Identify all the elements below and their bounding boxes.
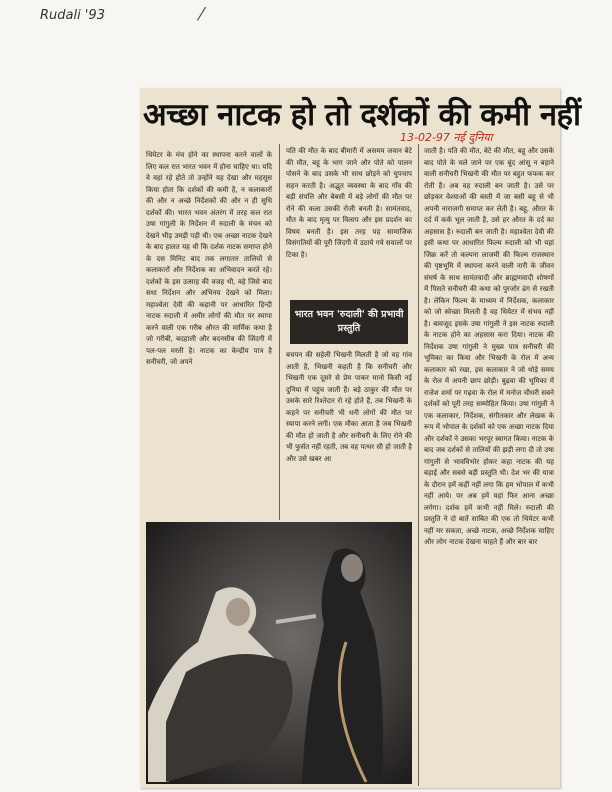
article-text: पति की मौत के बाद बीमारी में असमय जवान बेटे की मौत, बहू के भाग जाने और पोते को पालन पोसने के बाद उसके भी साथ छोड़ने को चुपचाप सहन करती है। अद्भुत व्यवस्था के बाद गाँव की बड़ी संपत्ति और बेबसी में बड़े लोगों की मौत पर रोने की कला उसकी रोजी बनती है। सामंतवाद, मौत के बाद मृत्यु पर विलाप और इस प्रदर्शन का विषय बनती है। इस तरह यह सामाजिक विसंगतियों की पूरी जिंदगी में उठाये गये सवालों पर टिका है। [286, 147, 412, 259]
column-rule [279, 144, 280, 520]
article-text: जाती है। पति की मौत, बेटे की मौत, बहू और उसके बाद पोते के चले जाने पर एक बूंद आंसू न बहाने वाली सनीचरी भिखनी की मौत पर बहुत फफक कर रोती है। अब वह रुदाली बन जाती है। उसे पर छोड़कर वेश्याओं की बस्ती में जा बसी बहू से भी अपनी नाराजगी समाप्त कर लेती है। बहू, औरत के दर्द में कर्क भूल जाती है, उसे हर औरत के दर्द का अहसास है। रुदाली बन जाती है। महाश्वेता देवी की इसी कथा पर आधारित फिल्म रुदाली को भी यहां जिक्र करें तो कल्पना लाजमी की फिल्म राजस्थान की पृष्ठभूमि में स्थापना करने वाली नारी के जीवन संघर्ष के साथ सामंतवादी और ब्राह्मणवादी शोषणों में पिसते सनीचरी की कथा को पुरजोर ढंग से रखती है। लेकिन फिल्म के माध्यम में निर्देशक, कलाकार को जो स्वेच्छा मिलती है वह थियेटर में संभव नहीं है। बावजूद इसके उषा गांगुली ने इस नाटक रुदाली के नाटक होने का अहसास करा दिया। नाटक की निर्देशक उषा गांगुली ने मुख्य पात्र सनीचरी की भूमिका का किया और भिखनी के रोल में अन्य कलाकार को रखा, इस कलाकार ने जो थोड़े समय के रोल में अपनी छाप छोड़ी। बुढ़वा की भूमिका में राजेश शर्मा पर गढ़वा के रोल में मनोज चौधरी सबने दर्शकों को पूरी तरह सम्मोहित किया। उषा गांगुली ने एक कलाकार, निर्देशक, संगीतकार और लेखक के रूप में भोपाल के दर्शकों को एक अच्छा नाटक दिया और दर्शकों ने उसका भरपूर स्वागत किया। नाटक के बाद जब दर्शकों से तालियों की झड़ी लगा दी तो उषा गांगुली से भावविभोर होकर कहा नाटक की यह बड़ाई और सबसे बड़ी प्रस्तुति थी। देश भर की यात्रा के दौरान हमें कहीं नहीं लगा कि हम भोपाल में कभी नहीं आये। पर अब हमें यहां फिर आना अच्छा लगेगा। दर्शक हमें कभी नहीं मिले। रुदाली की प्रस्तुति ने दो बातें साबित की एक तो थियेटर कभी नहीं मर सकता, अच्छे नाटक, अच्छे निर्देशक चाहिए और लोग नाटक देखना चाहते हैं और बार बार [424, 147, 554, 546]
article-text: बचपन की सहेली भिखनी मिलती है जो वह गांव आती है, भिखनी कहती है कि सनीचरी और भिखनी एक दूसरे से प्रेम पाकर मानो किसी नई दुनिया में पहुंच जाती हैं। बड़े ठाकुर की मौत पर उसके सारे रिश्तेदार रो रहे होते हैं, तब भिखनी के कहने पर सनीचरी भी धनी लोगों की मौत पर स्यापा करने लगी। एक मौका आता है जब भिखनी की मौत हो जाती है और सनीचरी के लिए रोने की भी फुर्सत नहीं रहती, तब वह पत्थर सी हो जाती है और उसे खबर आ [286, 351, 412, 463]
column-rule [418, 144, 419, 786]
callout-text: भारत भवन 'रुदाली' की प्रभावी प्रस्तुति [294, 309, 404, 334]
handwritten-date-note: 13-02-97 नई दुनिया [400, 131, 493, 144]
article-column-2-bottom [286, 350, 412, 520]
handwritten-annotation: Rudali '93 [40, 8, 105, 23]
article-column-2-top [286, 146, 412, 296]
performance-photo [146, 522, 412, 784]
article-column-1 [146, 150, 272, 520]
headline: अच्छा नाटक हो तो दर्शकों की कमी नहीं [143, 97, 581, 133]
article-column-3 [424, 146, 554, 786]
pencil-mark: ⁄ [200, 4, 204, 25]
article-text: थियेटर के मंच होने का स्थापना करने वालों के लिए कल रात भारत भवन में होना चाहिए था। यदि वे वहां रहे होते तो उन्होंने यह देखा और महसूस किया होता कि दर्शकों की कमी है, न कलाकारों की और न अच्छे निर्देशकों की और न ही सुधि दर्शकों की। भारत भवन अंतरंग में तरह कल रात उषा गांगुली के निर्देशन में रुदाली के मंचन को देखने भीड़ उमड़ी पड़ी थी। एक अच्छा नाटक देखने के बाद हालत यह थी कि दर्शक नाटक समाप्त होने के दस मिनिट बाद तक लगातार तालियों से कलाकारों और निर्देशक का अभिवादन करते रहे। दर्शकों के इस उत्साह की वजह थी, वहे जिसे बाद सधा निर्देशन और अभिनय देखने को मिला। महाश्वेता देवी की कहानी पर आधारित हिन्दी नाटक रुदाली में अमीर लोगों की मौत पर स्यापा करने वाली एक गरीब औरत की मार्मिक कथा है जो गरीबी, बदहाली और बदनसीब की जिंदगी में पल-पल मरती है। नाटक का केन्द्रीय पात्र है सनीचरी, जो अपने [146, 151, 272, 366]
callout-box [290, 300, 408, 344]
stage-photo-illustration [146, 522, 412, 784]
